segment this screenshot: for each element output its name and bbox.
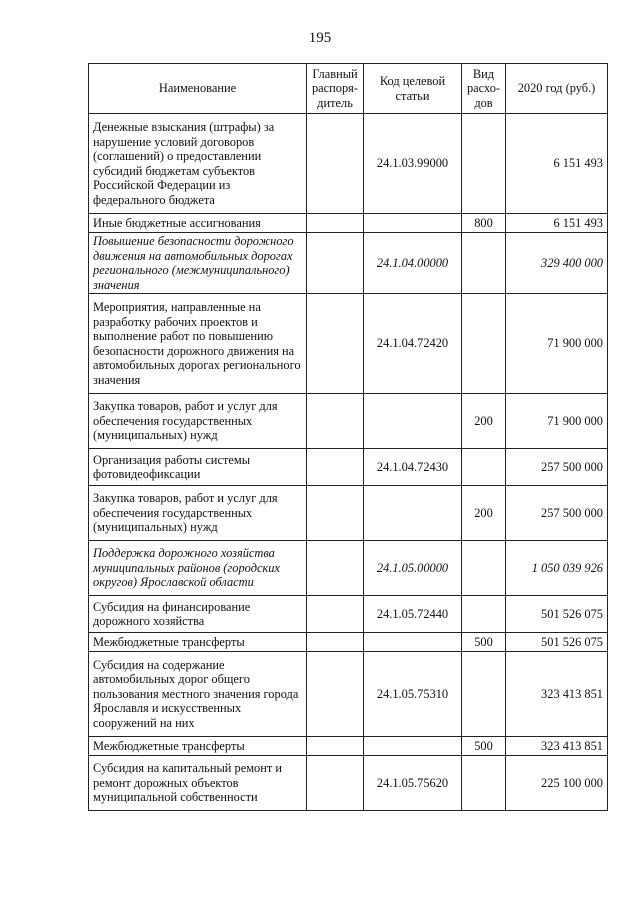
table-row xyxy=(89,633,608,652)
header-type: Вид расхо-дов xyxy=(462,64,506,114)
table-row xyxy=(89,737,608,756)
row-amount-cell: 257 500 000 xyxy=(506,486,608,541)
row-admin-cell xyxy=(307,737,364,756)
row-name-cell: Межбюджетные трансферты xyxy=(89,737,307,756)
row-amount-cell: 323 413 851 xyxy=(506,652,608,737)
header-name: Наименование xyxy=(89,64,307,114)
row-code-cell: 24.1.04.72430 xyxy=(364,449,462,486)
row-admin-cell xyxy=(307,449,364,486)
table-body xyxy=(89,114,608,811)
row-amount-cell: 1 050 039 926 xyxy=(506,541,608,596)
row-name-cell: Повышение безопасности дорожного движения на автомобильных дорогах регионального (межмуниципального) значения xyxy=(89,233,307,294)
page-number: 195 xyxy=(308,30,332,46)
table-row xyxy=(89,214,608,233)
table-header-row xyxy=(89,64,608,114)
row-code-cell: 24.1.03.99000 xyxy=(364,114,462,214)
row-code-cell xyxy=(364,486,462,541)
row-amount-cell: 6 151 493 xyxy=(506,214,608,233)
row-admin-cell xyxy=(307,394,364,449)
row-type-cell xyxy=(462,596,506,633)
row-amount-cell: 329 400 000 xyxy=(506,233,608,294)
row-code-cell: 24.1.05.75620 xyxy=(364,756,462,811)
row-name-cell: Закупка товаров, работ и услуг для обеспечения государственных (муниципальных) нужд xyxy=(89,394,307,449)
table-row xyxy=(89,652,608,737)
row-type-cell xyxy=(462,233,506,294)
row-admin-cell xyxy=(307,596,364,633)
row-admin-cell xyxy=(307,486,364,541)
row-type-cell xyxy=(462,756,506,811)
row-amount-cell: 6 151 493 xyxy=(506,114,608,214)
table-row xyxy=(89,449,608,486)
row-admin-cell xyxy=(307,214,364,233)
table-row xyxy=(89,596,608,633)
row-type-cell: 200 xyxy=(462,394,506,449)
row-admin-cell xyxy=(307,233,364,294)
budget-table xyxy=(88,63,608,811)
row-admin-cell xyxy=(307,294,364,394)
header-year: 2020 год (руб.) xyxy=(506,64,608,114)
row-code-cell xyxy=(364,737,462,756)
table-row xyxy=(89,541,608,596)
row-name-cell: Субсидия на финансирование дорожного хозяйства xyxy=(89,596,307,633)
row-name-cell: Субсидия на содержание автомобильных дорог общего пользования местного значения города Ярославля и искусственных сооружений на них xyxy=(89,652,307,737)
row-code-cell xyxy=(364,214,462,233)
row-type-cell: 500 xyxy=(462,737,506,756)
row-code-cell: 24.1.04.00000 xyxy=(364,233,462,294)
table-row xyxy=(89,486,608,541)
row-amount-cell: 501 526 075 xyxy=(506,633,608,652)
row-admin-cell xyxy=(307,114,364,214)
row-type-cell xyxy=(462,114,506,214)
row-code-cell xyxy=(364,633,462,652)
row-code-cell: 24.1.05.72440 xyxy=(364,596,462,633)
row-amount-cell: 501 526 075 xyxy=(506,596,608,633)
row-name-cell: Организация работы системы фотовидеофиксации xyxy=(89,449,307,486)
table-row xyxy=(89,294,608,394)
row-type-cell xyxy=(462,541,506,596)
table-row xyxy=(89,756,608,811)
row-admin-cell xyxy=(307,756,364,811)
row-type-cell: 500 xyxy=(462,633,506,652)
header-code: Код целевой статьи xyxy=(364,64,462,114)
row-name-cell: Закупка товаров, работ и услуг для обеспечения государственных (муниципальных) нужд xyxy=(89,486,307,541)
row-code-cell xyxy=(364,394,462,449)
row-admin-cell xyxy=(307,633,364,652)
table-row xyxy=(89,394,608,449)
row-code-cell: 24.1.05.75310 xyxy=(364,652,462,737)
row-type-cell: 200 xyxy=(462,486,506,541)
row-amount-cell: 225 100 000 xyxy=(506,756,608,811)
row-name-cell: Поддержка дорожного хозяйства муниципальных районов (городских округов) Ярославской области xyxy=(89,541,307,596)
row-amount-cell: 323 413 851 xyxy=(506,737,608,756)
header-admin: Главный распоря-дитель xyxy=(307,64,364,114)
table-row xyxy=(89,114,608,214)
row-name-cell: Денежные взыскания (штрафы) за нарушение условий договоров (соглашений) о предоставлении субсидий бюджетам субъектов Российской Федерации из федерального бюджета xyxy=(89,114,307,214)
row-amount-cell: 71 900 000 xyxy=(506,294,608,394)
row-name-cell: Межбюджетные трансферты xyxy=(89,633,307,652)
row-type-cell: 800 xyxy=(462,214,506,233)
row-admin-cell xyxy=(307,541,364,596)
row-name-cell: Иные бюджетные ассигнования xyxy=(89,214,307,233)
row-name-cell: Мероприятия, направленные на разработку рабочих проектов и выполнение работ по повышению безопасности дорожного движения на автомобильных дорогах регионального значения xyxy=(89,294,307,394)
row-amount-cell: 71 900 000 xyxy=(506,394,608,449)
table-row xyxy=(89,233,608,294)
row-code-cell: 24.1.05.00000 xyxy=(364,541,462,596)
row-amount-cell: 257 500 000 xyxy=(506,449,608,486)
row-type-cell xyxy=(462,294,506,394)
row-code-cell: 24.1.04.72420 xyxy=(364,294,462,394)
row-type-cell xyxy=(462,652,506,737)
row-type-cell xyxy=(462,449,506,486)
row-admin-cell xyxy=(307,652,364,737)
row-name-cell: Субсидия на капитальный ремонт и ремонт дорожных объектов муниципальной собственности xyxy=(89,756,307,811)
